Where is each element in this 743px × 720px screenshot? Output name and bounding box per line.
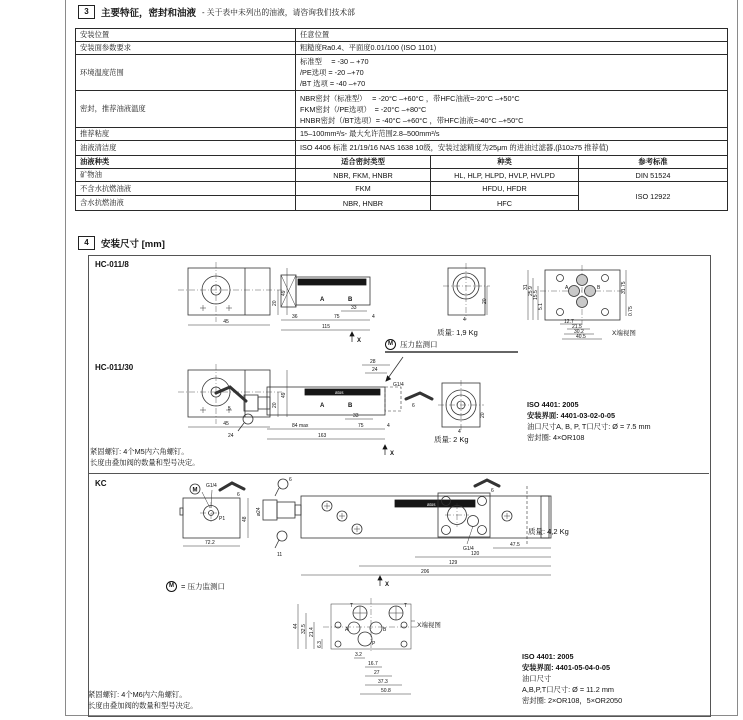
section3-subtitle: - 关于表中未列出的油液，请咨询我们技术部	[202, 7, 355, 17]
dim-32-5: 32.5	[301, 624, 307, 634]
section4-title: 安装尺寸 [mm]	[101, 239, 165, 250]
iso-line: 密封圈: 4×OR108	[527, 433, 585, 442]
x-axis-label: X	[385, 582, 390, 588]
iso-line: 安装界面: 4401-03-02-0-05	[527, 411, 616, 420]
spec-value: 15–100mm²/s- 最大允许范围2.8–500mm²/s	[296, 128, 728, 141]
iso-line: ISO 4401: 2005	[522, 652, 574, 661]
m-circle-icon: M	[166, 581, 177, 592]
fluid-cell: NBR, HNBR	[296, 196, 431, 211]
hc0118-end-view	[443, 262, 491, 324]
fluid-header: 种类	[431, 156, 579, 169]
dim-45: 45	[223, 319, 229, 325]
pressure-monitor-legend-text: = 压力监测口	[181, 582, 225, 591]
dim-72-2: 72.2	[205, 540, 215, 546]
spec-value: ISO 4406 标准 21/19/16 NAS 1638 10级，安装过滤精度为25μm 的进油过滤器,(β10≥75 推荐值)	[296, 141, 728, 156]
iso-line: 密封圈: 2×OR108，5×OR2050	[522, 696, 623, 705]
dim-49: 49	[281, 392, 287, 398]
dim-20: 20	[272, 402, 278, 408]
fluid-header: 参考标准	[579, 156, 728, 169]
iso-block-kc	[522, 651, 622, 706]
dim-44: 44	[293, 623, 299, 629]
spec-value-line: 标准型 = -30 – +70	[300, 57, 369, 66]
dim-37-3: 37.3	[378, 679, 388, 685]
dim-4: 4	[463, 317, 466, 323]
port-a: A	[320, 297, 325, 303]
g14-label: G1/4	[393, 382, 404, 388]
note-line: 紧固螺钉: 4个M5内六角螺钉。	[90, 447, 189, 456]
hc01130-side-view	[210, 355, 445, 460]
port-t: T	[350, 603, 354, 609]
note-line: 长度由叠加阀的数量和型号决定。	[88, 701, 198, 710]
iso-line: 油口尺寸	[522, 674, 552, 683]
note-hc01130	[90, 446, 199, 468]
spec-label: 油液清洁度	[76, 141, 296, 156]
dim-6-3: 6.3	[317, 641, 323, 648]
section3-title: 主要特征，密封和油液	[101, 8, 197, 19]
spec-value-line: HNBR密封（/BT选项）= -40°C –+60°C ，带HFC油液=-40°C –+50°C	[300, 115, 524, 125]
dim-3-2: 3.2	[355, 652, 362, 658]
dim-120: 120	[471, 551, 480, 557]
spec-value: 粗糙度Ra0.4、平面度0.01/100 (ISO 1101)	[296, 42, 728, 55]
dim-206: 206	[421, 569, 430, 575]
spec-label: 密封，推荐油液温度	[76, 91, 296, 128]
m-circle-icon: M	[192, 487, 198, 494]
fluid-cell: ISO 12922	[579, 182, 728, 211]
dim-21-5: 21.5	[572, 324, 582, 330]
x-view-label-kc: X端视图	[417, 622, 441, 629]
spec-value: 任意位置	[296, 29, 728, 42]
port-t: T	[404, 603, 408, 609]
model-label-hc01130: HC-011/30	[95, 363, 134, 372]
dim-129: 129	[449, 560, 458, 566]
hc0118-side-view	[280, 262, 385, 344]
port-b: B	[348, 403, 353, 409]
spec-label: 推荐粘度	[76, 128, 296, 141]
note-kc	[88, 689, 197, 711]
brand-text: atos	[427, 502, 436, 507]
spec-label: 安装面参数要求	[76, 42, 296, 55]
monitor-underline	[385, 351, 518, 353]
dim-4: 4	[458, 429, 461, 435]
section4-number: 4	[78, 236, 95, 250]
model-label-hc0118: HC-011/8	[95, 260, 129, 269]
dim-6: 6	[237, 492, 240, 498]
brand-text: atos	[335, 390, 344, 395]
port-a: A	[345, 627, 349, 633]
hc01130-end-view	[438, 380, 488, 435]
dim-6: 6	[289, 477, 292, 483]
note-line: 紧固螺钉: 4个M6内六角螺钉。	[88, 690, 187, 699]
fluid-header: 适合密封类型	[296, 156, 431, 169]
dim-16-7: 16.7	[368, 661, 378, 667]
dim-47-5: 47.5	[510, 542, 520, 548]
kc-side-view	[255, 474, 567, 592]
port-b: B	[348, 297, 353, 303]
spec-value-line: FKM密封（/PE选项） = -20°C –+80°C	[300, 104, 427, 114]
dim-45: 45	[223, 421, 229, 427]
dim-28: 28	[370, 359, 376, 365]
mass-label-kc: 质量: 4,2 Kg	[528, 527, 569, 536]
dim-5: 5	[228, 406, 231, 412]
fluid-cell: NBR, FKM, HNBR	[296, 169, 431, 182]
dim-36: 36	[292, 314, 298, 320]
dim-6: 6	[412, 403, 415, 409]
spec-label: 环境温度范围	[76, 55, 296, 91]
dim-24-top: 24	[372, 367, 378, 373]
dim-33: 33	[353, 413, 359, 419]
fluid-table	[75, 155, 728, 211]
m-circle-icon: M	[385, 339, 396, 350]
dim-11: 11	[277, 552, 283, 558]
pressure-monitor-legend	[166, 581, 225, 592]
dim-20: 20	[482, 298, 488, 304]
dim-20: 20	[480, 412, 486, 418]
dim-0-75: 0.75	[628, 306, 634, 316]
dim-4: 4	[372, 314, 375, 320]
spec-value-line: /BT 选项 = -40 –+70	[300, 79, 366, 88]
dim-4: 4	[387, 423, 390, 429]
dim-33: 33	[351, 305, 357, 311]
fluid-cell: HL, HLP, HLPD, HVLP, HVLPD	[431, 169, 579, 182]
mass-label-hc01130: 质量: 2 Kg	[434, 435, 469, 444]
port-p: P	[372, 641, 376, 647]
spec-value-line: /PE选项 = -20 –+70	[300, 68, 364, 77]
dim-25-9: 25.9	[528, 286, 534, 296]
page-frame-left	[65, 0, 66, 716]
section3-header	[78, 5, 355, 19]
fluid-cell: HFDU, HFDR	[431, 182, 579, 196]
dim-12-7: 12.7	[564, 319, 574, 325]
dim-48: 48	[242, 516, 248, 522]
iso-block-hc01130	[527, 399, 651, 443]
pressure-monitor-callout	[385, 339, 438, 350]
fluid-cell: DIN 51524	[579, 169, 728, 182]
spec-value	[296, 55, 728, 91]
page-frame-right	[737, 0, 738, 716]
x-axis-label: X	[390, 451, 395, 457]
dim-75: 75	[358, 423, 364, 429]
dim-84max: 84 max	[292, 423, 309, 429]
port-b: B	[597, 285, 601, 291]
dim-49: 49	[281, 290, 287, 296]
model-label-kc: KC	[95, 479, 107, 488]
port-b: B	[383, 627, 387, 633]
dim-21-4: 21.4	[309, 627, 315, 637]
dim-163: 163	[318, 433, 327, 439]
dim-24: 24	[228, 433, 234, 439]
fluid-header: 油液种类	[76, 156, 296, 169]
iso-line: ISO 4401: 2005	[527, 400, 579, 409]
fluid-cell: 不含水抗燃油液	[76, 182, 296, 196]
dim-31: 31	[523, 284, 529, 290]
dim-40-5: 40.5	[576, 334, 586, 340]
note-line: 长度由叠加阀的数量和型号决定。	[90, 458, 200, 467]
dim-31-75: 31.75	[621, 281, 627, 294]
section4-header	[78, 236, 165, 250]
x-view-label-hc0118: X端视图	[612, 330, 636, 337]
pressure-monitor-text: 压力监测口	[400, 340, 438, 349]
port-a: A	[320, 403, 325, 409]
spec-value-line: NBR密封（标准型） = -20°C –+60°C ，带HFC油液=-20°C –+50°C	[300, 93, 520, 103]
dim-115: 115	[322, 324, 330, 330]
x-axis-label: X	[357, 338, 362, 344]
port-p1: P1	[219, 516, 226, 522]
spec-table	[75, 28, 728, 156]
g14-label: G1/4	[463, 546, 474, 552]
fluid-cell: FKM	[296, 182, 431, 196]
hc0118-front-view	[160, 260, 295, 332]
iso-line: 油口尺寸A, B, P, T口尺寸: Ø = 7.5 mm	[527, 422, 651, 431]
dim-5-1: 5.1	[538, 303, 544, 310]
dim-27: 27	[374, 670, 380, 676]
spec-value	[296, 91, 728, 128]
dim-dia24: ø24	[256, 507, 262, 516]
mass-label-hc0118: 质量: 1,9 Kg	[437, 328, 478, 337]
fluid-cell: 含水抗燃油液	[76, 196, 296, 211]
port-a: A	[565, 285, 569, 291]
iso-line: 安装界面: 4401-05-04-0-05	[522, 663, 611, 672]
fluid-cell: HFC	[431, 196, 579, 211]
dim-6: 6	[491, 488, 494, 494]
dim-50-8: 50.8	[381, 688, 391, 694]
iso-line: A,B,P,T口尺寸: Ø = 11.2 mm	[522, 685, 614, 694]
dim-75: 75	[334, 314, 340, 320]
dim-15-5: 15.5	[533, 290, 539, 300]
dim-20: 20	[272, 300, 278, 306]
fluid-cell: 矿物油	[76, 169, 296, 182]
spec-label: 安装位置	[76, 29, 296, 42]
section3-number: 3	[78, 5, 95, 19]
dim-30-2: 30.2	[574, 329, 584, 335]
kc-x-view	[268, 598, 438, 713]
g14-label: G1/4	[206, 483, 217, 489]
kc-end-view	[423, 476, 518, 554]
